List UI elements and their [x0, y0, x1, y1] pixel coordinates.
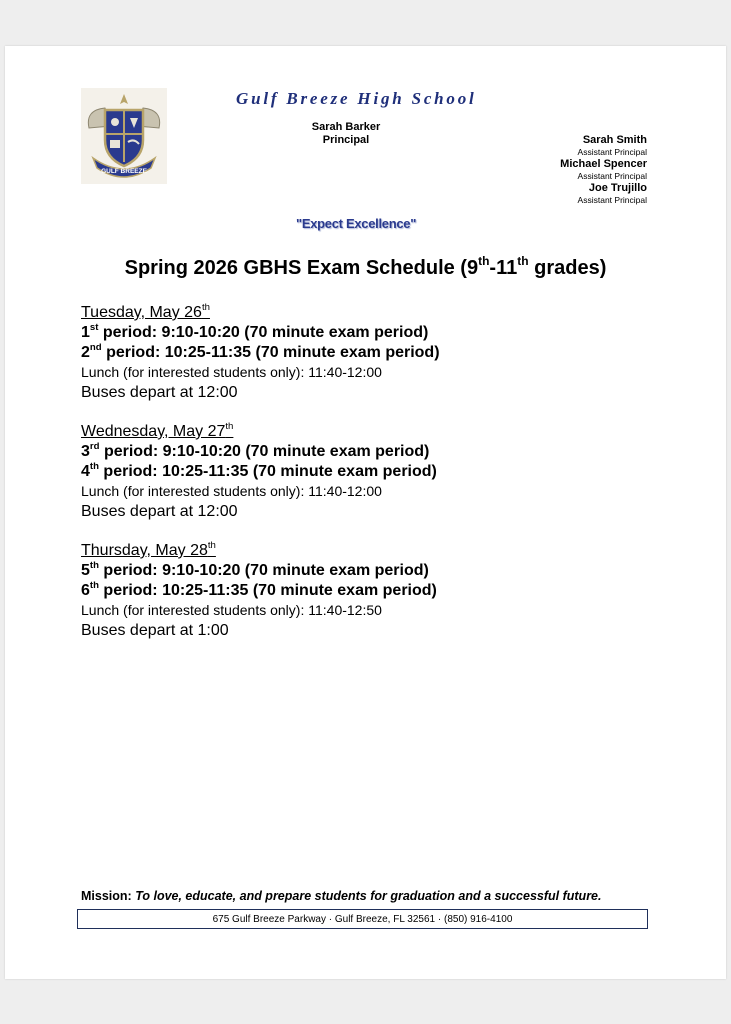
bus-departure: Buses depart at 12:00 [81, 384, 238, 401]
title-sup: th [517, 254, 529, 269]
day-heading-sup: th [207, 539, 216, 551]
exam-period [81, 561, 641, 581]
day-heading-text: Wednesday, May 27 [81, 423, 226, 440]
school-motto: "Expect Excellence" [296, 216, 417, 231]
mission-text: To love, educate, and prepare students for graduation and a successful future. [135, 889, 602, 903]
period-number: 3 [81, 443, 90, 460]
exam-period [81, 462, 641, 482]
crest-banner-text: GULF BREEZE [101, 168, 147, 175]
assistant-principal-name: Joe Trujillo [588, 182, 647, 194]
school-name: Gulf Breeze High School [236, 89, 477, 108]
principal-title: Principal [322, 134, 370, 146]
exam-day-wednesday [81, 422, 641, 522]
principal-name: Sarah Barker [311, 121, 381, 133]
exam-period [81, 581, 641, 601]
page-title [0, 254, 731, 280]
period-number: 6 [81, 582, 90, 599]
day-heading-sup: th [225, 420, 234, 432]
period-text: period: 9:10-10:20 (70 minute exam period) [99, 443, 430, 460]
day-heading-text: Tuesday, May 26 [81, 304, 202, 321]
period-sup: rd [89, 440, 100, 452]
assistant-principal-name: Michael Spencer [560, 158, 647, 170]
exam-day-tuesday [81, 303, 641, 403]
period-text: period: 9:10-10:20 (70 minute exam period) [98, 324, 429, 341]
lunch-line: Lunch (for interested students only): 11:40-12:00 [81, 483, 382, 499]
period-sup: nd [89, 341, 102, 353]
lunch-line: Lunch (for interested students only): 11:40-12:00 [81, 364, 382, 380]
assistant-principal-name: Sarah Smith [582, 134, 647, 146]
period-number: 2 [81, 344, 90, 361]
principal-block [296, 121, 396, 147]
assistant-principal-title: Assistant Principal [577, 195, 647, 205]
period-number: 1 [81, 324, 90, 341]
exam-period [81, 343, 641, 363]
title-mid: -11 [489, 257, 518, 279]
exam-day-thursday [81, 541, 641, 641]
period-text: period: 10:25-11:35 (70 minute exam period) [101, 344, 440, 361]
mission-statement [81, 889, 681, 903]
day-heading-text: Thursday, May 28 [81, 542, 208, 559]
title-main: Spring 2026 GBHS Exam Schedule (9 [124, 257, 479, 279]
exam-period [81, 323, 641, 343]
assistant-principal-title: Assistant Principal [577, 147, 647, 157]
bus-departure: Buses depart at 12:00 [81, 503, 238, 520]
period-text: period: 9:10-10:20 (70 minute exam period) [98, 562, 429, 579]
school-crest-logo [81, 88, 167, 184]
period-sup: th [89, 460, 99, 472]
period-number: 5 [81, 562, 90, 579]
period-text: period: 10:25-11:35 (70 minute exam period) [98, 582, 437, 599]
period-sup: st [89, 321, 99, 333]
title-end: grades) [528, 257, 607, 279]
lunch-line: Lunch (for interested students only): 11:40-12:50 [81, 602, 382, 618]
period-sup: th [89, 559, 99, 571]
assistant-principal-title: Assistant Principal [577, 171, 647, 181]
day-heading [81, 422, 641, 442]
bus-departure: Buses depart at 1:00 [81, 622, 229, 639]
day-heading [81, 541, 641, 561]
assistant-principals-block [560, 134, 647, 206]
footer-address: 675 Gulf Breeze Parkway · Gulf Breeze, FL 32561 · (850) 916-4100 [77, 909, 648, 929]
mission-label: Mission: [81, 889, 132, 903]
period-sup: th [89, 579, 99, 591]
period-number: 4 [81, 463, 90, 480]
period-text: period: 10:25-11:35 (70 minute exam period) [98, 463, 437, 480]
day-heading [81, 303, 641, 323]
title-sup: th [478, 254, 490, 269]
exam-period [81, 442, 641, 462]
day-heading-sup: th [201, 301, 210, 313]
